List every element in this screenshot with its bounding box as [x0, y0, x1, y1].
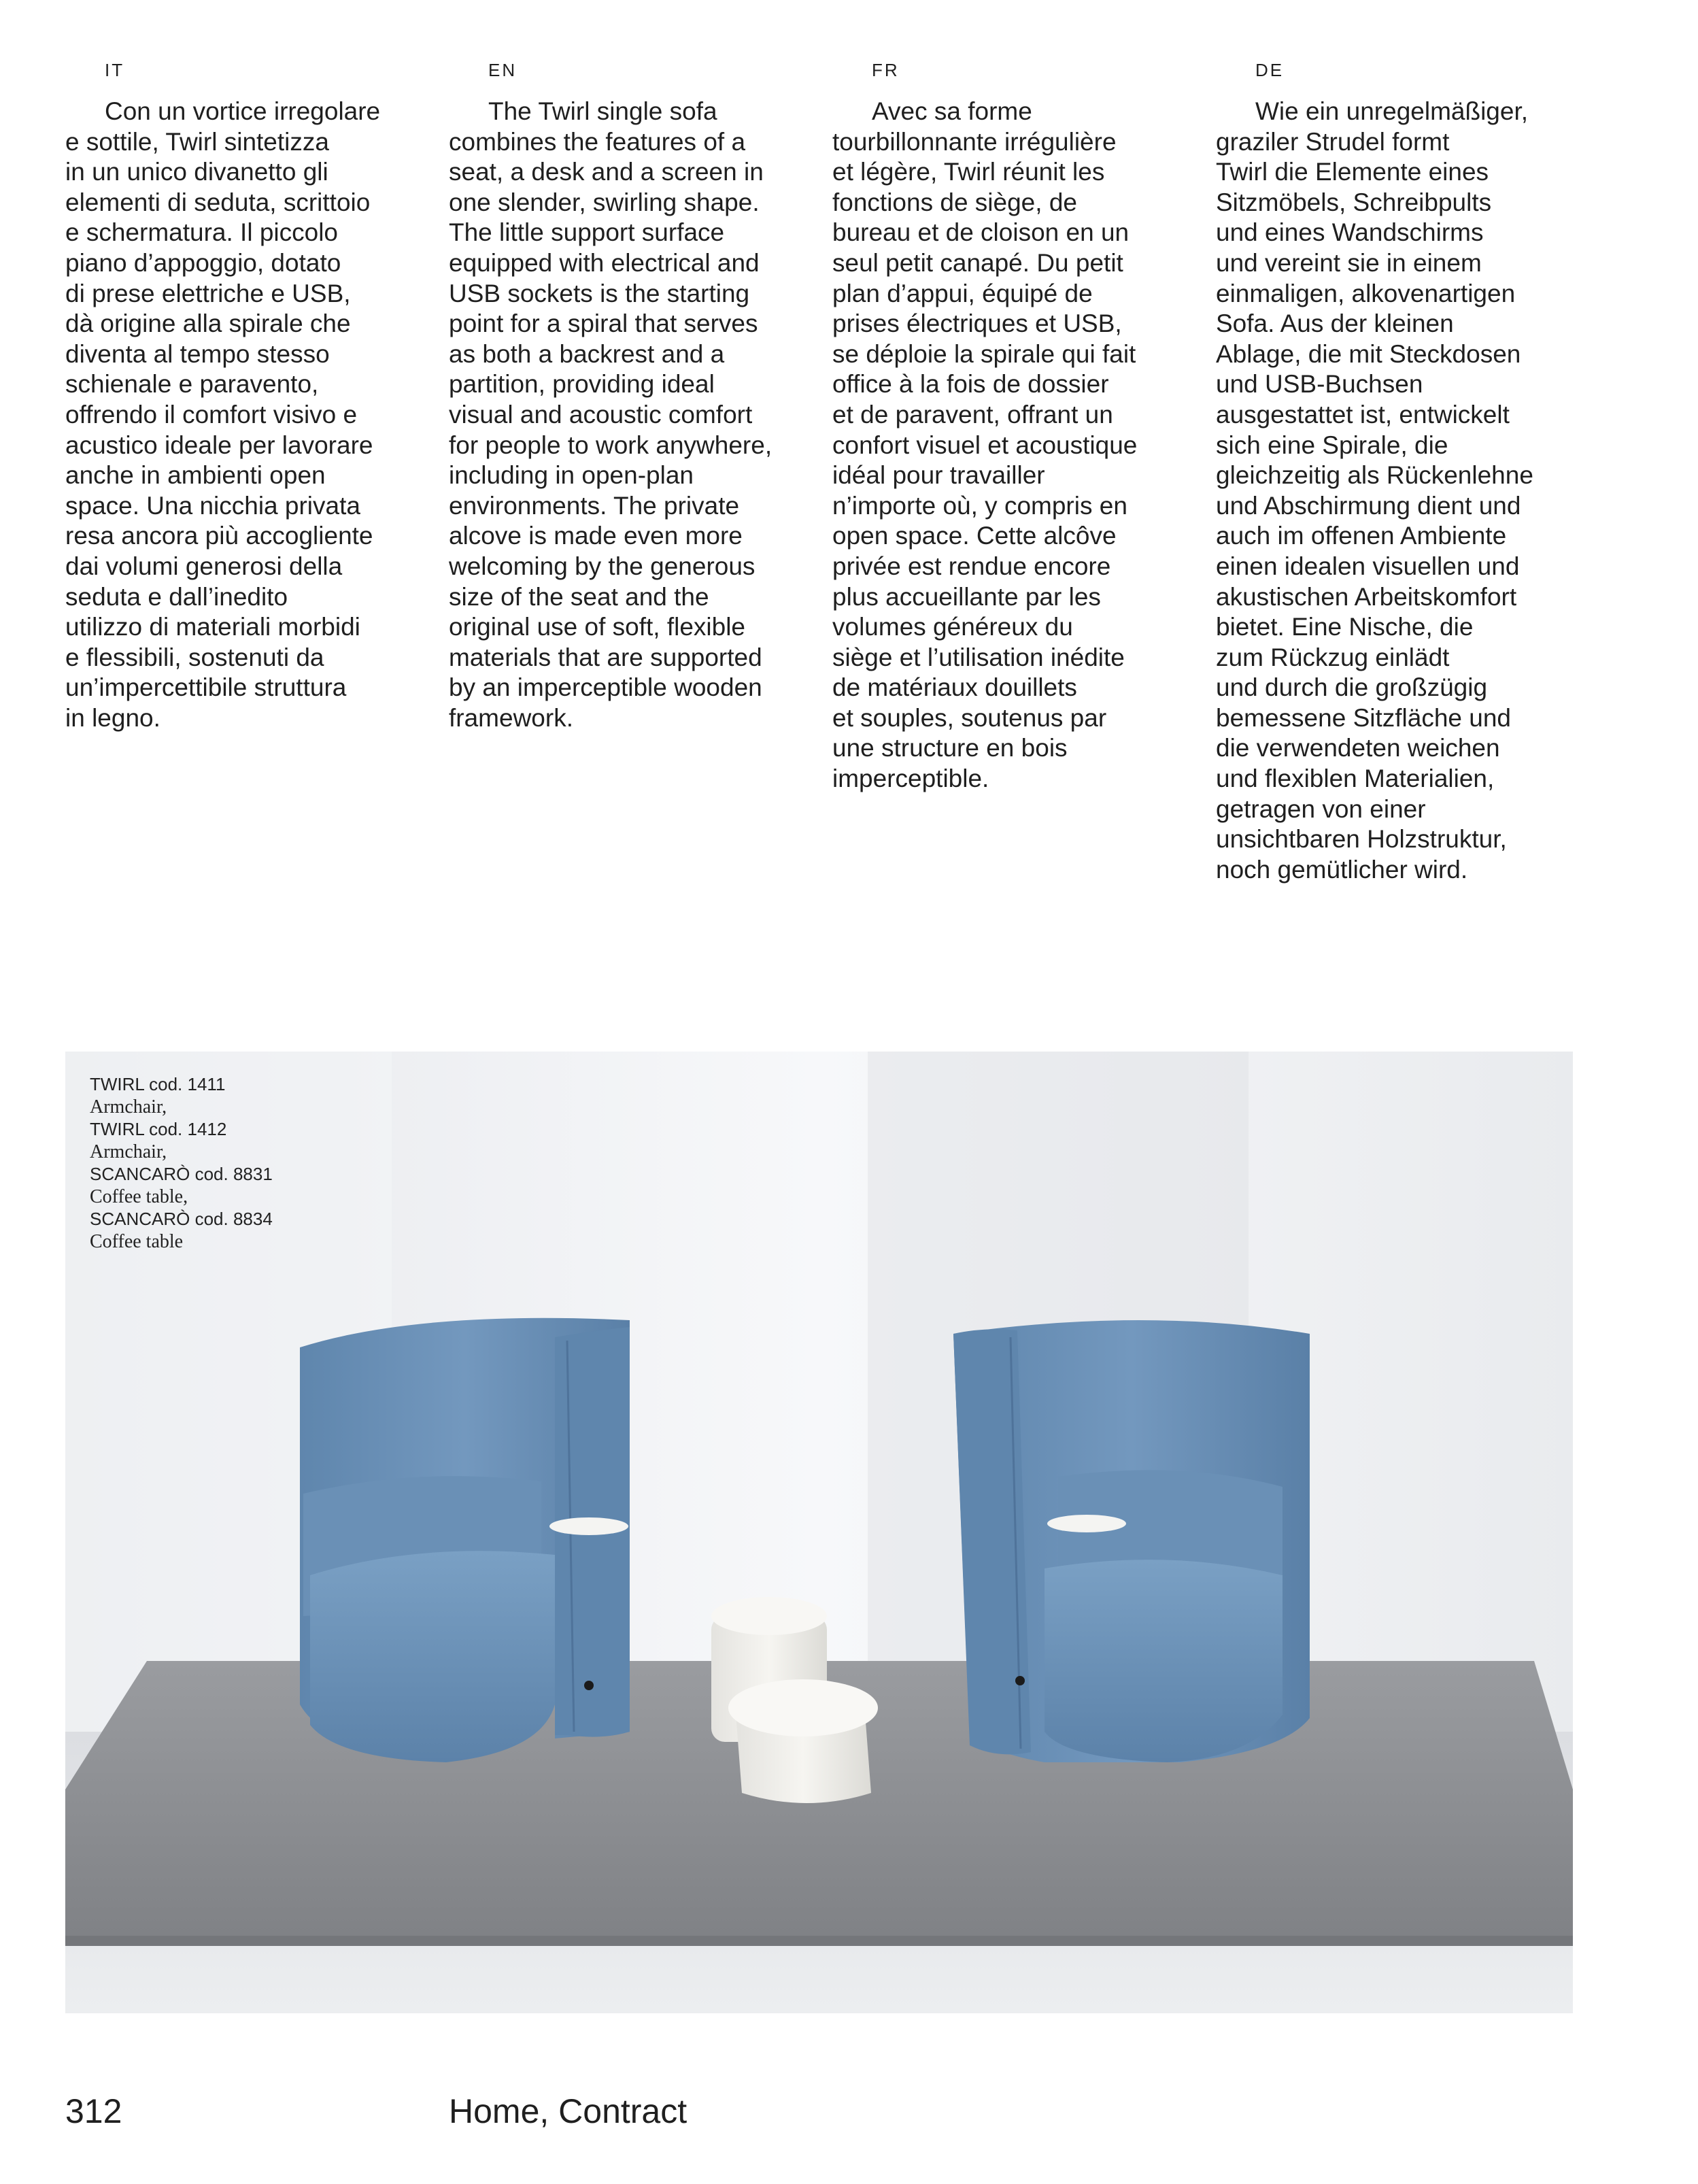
language-label: DE	[1255, 60, 1285, 80]
text-column-en	[449, 58, 830, 733]
armchair-scene-illustration	[65, 1052, 1573, 2013]
page-number: 312	[65, 2092, 122, 2130]
caption-code: TWIRL cod. 1412	[90, 1119, 227, 1139]
caption-code: SCANCARÒ cod. 8831	[90, 1164, 273, 1184]
body-text: Wie ein unregelmäßiger, graziler Strudel formt Twirl die Elemente eines Sitzmöbels, Schreibpults und eines Wandschirms und vereint sie in einem einmaligen, alkovenartigen Sofa. Aus der kleinen Ablage, die mit Steckdosen und USB-Buchsen ausgestattet ist, entwickelt sich eine Spirale, die gleichzeitig als Rückenlehne und Abschirmung dient und auch im offenen Ambiente einen idealen visuellen und akustischen Arbeitskomfort bietet. Eine Nische, die zum Rückzug einlädt und durch die großzügig bemessene Sitzfläche und die verwendeten weichen und flexiblen Materialien, getragen von einer unsichtbaren Holzstruktur, noch gemütlicher wird.	[1216, 97, 1533, 884]
caption-description: Armchair,	[90, 1141, 167, 1162]
right-armchair	[953, 1320, 1310, 1762]
text-column-it	[65, 58, 446, 733]
caption-description: Coffee table,	[90, 1186, 188, 1207]
body-text: Avec sa forme tourbillonnante irrégulière et légère, Twirl réunit les fonctions de siège, de bureau et de cloison en un seul petit canapé. Du petit plan d’appui, équipé de prises électriques et USB, se déploie la spirale qui fait office à la fois de dossier et de paravent, offrant un confort visuel et acoustique idéal pour travailler n’importe où, y compris en open space. Cette alcôve privée est rendue encore plus accueillante par les volumes généreux du siège et l’utilisation inédite de matériaux douillets et souples, soutenus par une structure en bois imperceptible.	[832, 97, 1138, 793]
language-label: FR	[872, 60, 900, 80]
product-photo	[65, 1052, 1573, 2013]
text-column-fr	[832, 58, 1213, 794]
left-armchair	[300, 1318, 630, 1762]
caption-description: Armchair,	[90, 1096, 167, 1118]
section-title: Home, Contract	[449, 2092, 687, 2130]
caption-code: TWIRL cod. 1411	[90, 1074, 226, 1094]
caption-code: SCANCARÒ cod. 8834	[90, 1209, 273, 1229]
language-label: IT	[105, 60, 125, 80]
caption-description: Coffee table	[90, 1231, 184, 1252]
text-column-de	[1216, 58, 1597, 885]
language-label: EN	[488, 60, 517, 80]
product-caption	[90, 1073, 273, 1253]
rug-edge	[65, 1936, 1573, 1946]
body-text: The Twirl single sofa combines the features of a seat, a desk and a screen in one slender, swirling shape. The little support surface equipped with electrical and USB sockets is the starting point for a spiral that serves as both a backrest and a partition, providing ideal visual and acoustic comfort for people to work anywhere, including in open-plan environments. The private alcove is made even more welcoming by the generous size of the seat and the original use of soft, flexible materials that are supported by an imperceptible wooden framework.	[449, 97, 772, 732]
coffee-table-low	[728, 1679, 878, 1803]
body-text: Con un vortice irregolare e sottile, Twirl sintetizza in un unico divanetto gli elementi di seduta, scrittoio e schermatura. Il piccolo piano d’appoggio, dotato di prese elettriche e USB, dà origine alla spirale che diventa al tempo stesso schienale e paravento, offrendo il comfort visivo e acustico ideale per lavorare anche in ambienti open space. Una nicchia privata resa ancora più accogliente dai volumi generosi della seduta e dall’inedito utilizzo di materiali morbidi e flessibili, sostenuti da un’impercettibile struttura in legno.	[65, 97, 381, 732]
